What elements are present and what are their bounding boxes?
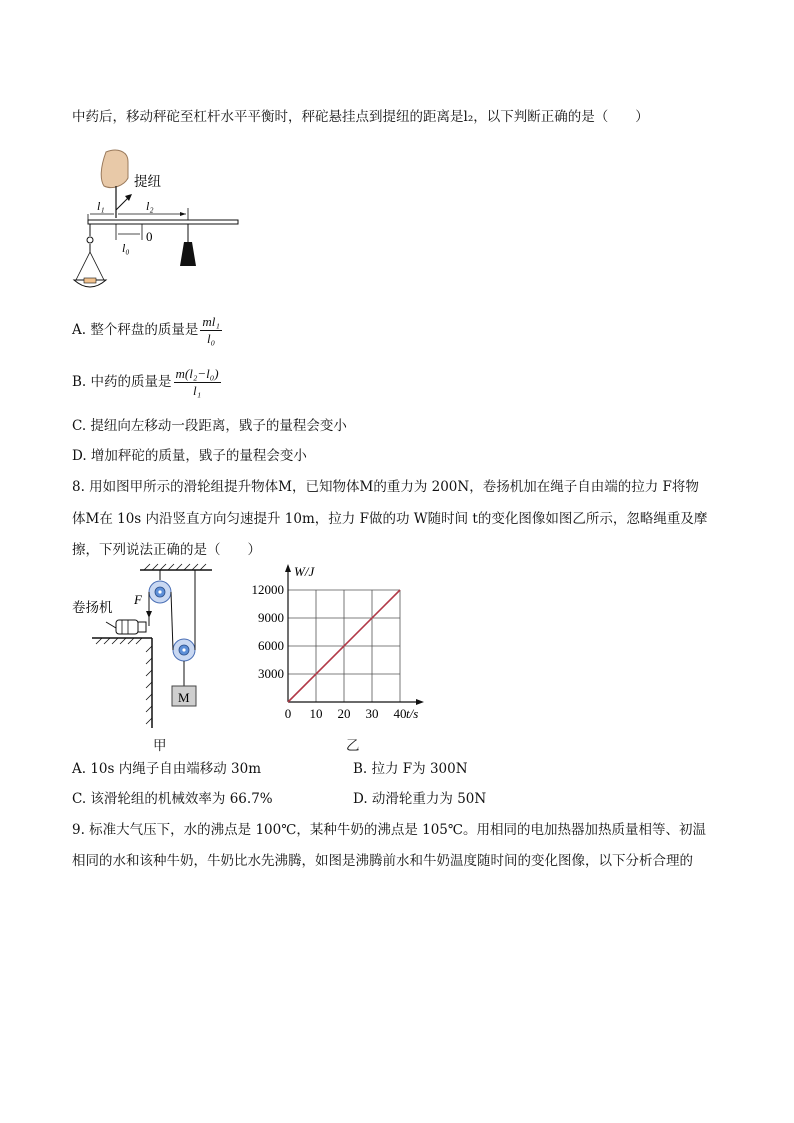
x-tick-label: 0	[284, 706, 292, 721]
winch-icon	[106, 620, 146, 634]
label-M: M	[178, 690, 190, 705]
label-l1: l₁	[97, 199, 105, 213]
q8-stem-line3: 擦，下列说法正确的是（ ）	[72, 542, 261, 558]
caption-jia: 甲	[153, 738, 167, 754]
q8-stem-line2: 体M在 10s 内沿竖直方向匀速提升 10m，拉力 F做的功 W随时间 t的变化图像如图乙所示，忽略绳重及摩	[72, 511, 708, 527]
steelyard-figure	[72, 148, 252, 298]
x-tick-label: 30	[365, 706, 379, 721]
q9-stem-line1: 9. 标准大气压下，水的沸点是 100℃，某种牛奶的沸点是 105℃。用相同的电加热器加热质量相等、初温	[72, 822, 706, 838]
x-tick-label: 20	[337, 706, 351, 721]
q8-option-c: C. 该滑轮组的机械效率为 66.7%	[72, 791, 273, 807]
y-tick-label: 3000	[258, 666, 284, 681]
y-tick-label: 6000	[258, 638, 284, 653]
label-zero: 0	[146, 229, 153, 244]
label-l0: l₀	[122, 241, 130, 255]
label-l2: l₂	[146, 199, 154, 213]
label-winch: 卷扬机	[72, 600, 113, 616]
q7-option-d: D. 增加秤砣的质量，戥子的量程会变小	[72, 448, 307, 464]
q9-stem-line2: 相同的水和该种牛奶，牛奶比水先沸腾，如图是沸腾前水和牛奶温度随时间的变化图像，以下分析合理的	[72, 853, 693, 869]
y-tick-label: 12000	[251, 582, 284, 597]
x-tick-label: 10	[309, 706, 323, 721]
x-axis-arrow	[416, 699, 424, 705]
q7-option-a: A. 整个秤盘的质量是 $\frac{\text{ml₁}}{\text{l₀}}$	[72, 314, 220, 346]
q7-stem-end: 中药后，移动秤砣至杠杆水平平衡时，秤砣悬挂点到提纽的距离是l₂，以下判断正确的是（ ）	[72, 109, 649, 125]
q8-option-b: B. 拉力 F为 300N	[353, 761, 468, 777]
q8-stem-line1: 8. 用如图甲所示的滑轮组提升物体M，已知物体M的重力为 200N，卷扬机加在绳子自由端的拉力 F将物	[72, 479, 699, 495]
weight-icon	[180, 242, 196, 266]
q7-option-c: C. 提纽向左移动一段距离，戥子的量程会变小	[72, 418, 347, 434]
hand-icon	[101, 150, 128, 187]
x-tick-label: 40	[393, 706, 407, 721]
label-F: F	[134, 592, 142, 607]
y-axis-label: W/J	[294, 564, 315, 579]
y-tick-label: 9000	[258, 610, 284, 625]
label-tiniu: 提纽	[134, 174, 161, 190]
work-time-chart	[240, 560, 440, 722]
caption-yi: 乙	[346, 738, 360, 754]
pulley-figure	[72, 562, 222, 732]
q7-option-b: B. 中药的质量是 $\frac{\text{m(l₂−l₀)}}{\text{l₁}}$	[72, 366, 219, 398]
y-axis-arrow	[285, 564, 291, 572]
q8-option-a: A. 10s 内绳子自由端移动 30m	[72, 761, 261, 777]
q8-option-d: D. 动滑轮重力为 50N	[353, 791, 487, 807]
x-axis-label: t/s	[406, 706, 419, 721]
